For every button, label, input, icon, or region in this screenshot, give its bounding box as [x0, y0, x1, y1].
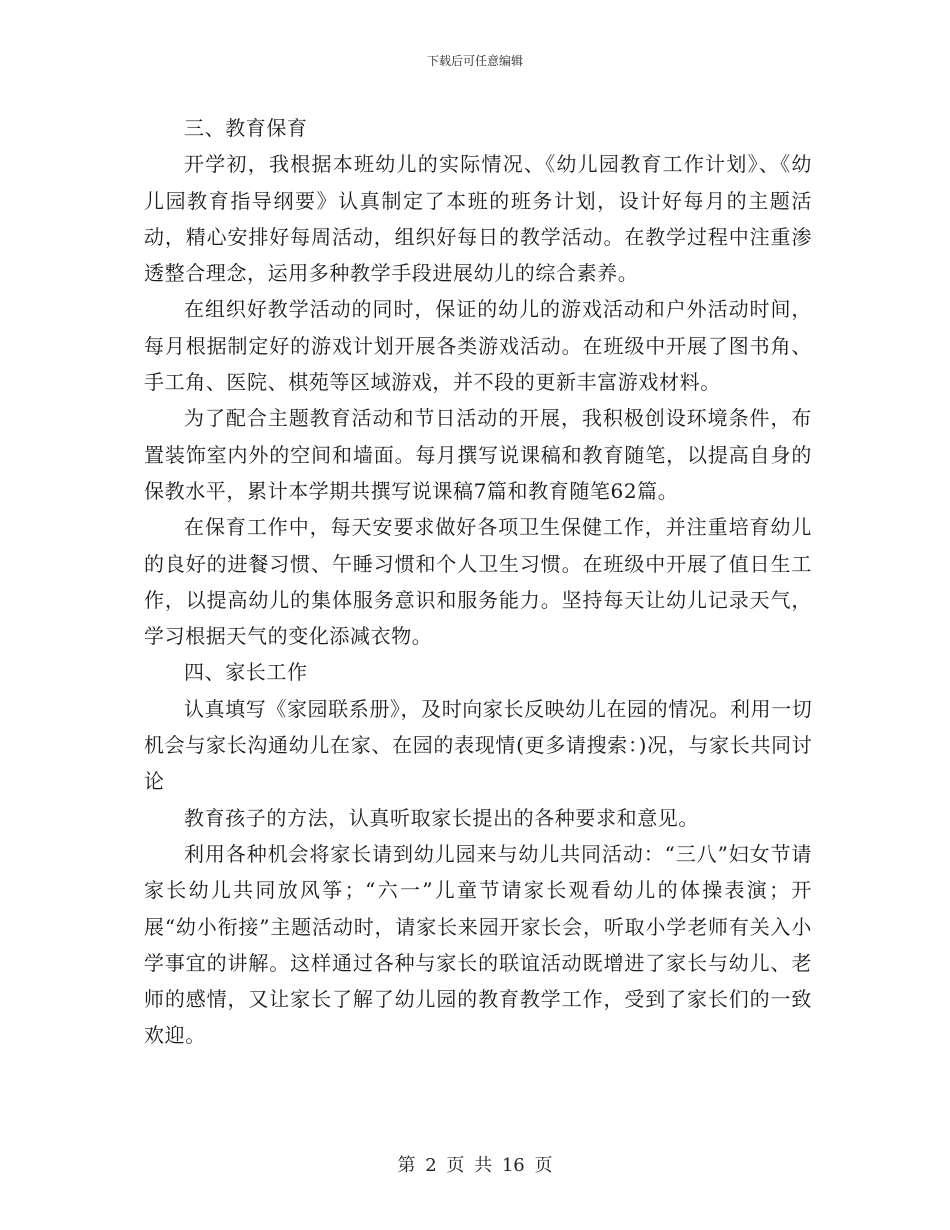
page-number-footer: 第 2 页 共 16 页 [397, 1155, 553, 1176]
page-header-note: 下载后可任意编辑 [426, 54, 523, 68]
paragraph-education-plan: 开学初，我根据本班幼儿的实际情况、《幼儿园教育工作计划》、《幼儿园教育指导纲要》认真制定了本班的班务计划，设计好每月的主题活动，精心安排好每周活动，组织好每日的教学活动。在教学过程中注重渗透整合理念，运用多种教学手段进展幼儿的综合素养。 [144, 152, 812, 286]
paragraph-contact-book: 认真填写《家园联系册》，及时向家长反映幼儿在园的情况。利用一切机会与家长沟通幼儿在家、在园的表现情(更多请搜索：)况，与家长共同讨论 [144, 696, 812, 794]
section-heading-parents: 四、家长工作 [184, 660, 308, 685]
paragraph-care: 在保育工作中，每天安要求做好各项卫生保健工作，并注重培育幼儿的良好的进餐习惯、午睡习惯和个人卫生习惯。在班级中开展了值日生工作，以提高幼儿的集体服务意识和服务能力。坚持每天让幼儿记录天气，学习根据天气的变化添减衣物。 [144, 515, 812, 649]
paragraph-games: 在组织好教学活动的同时，保证的幼儿的游戏活动和户外活动时间，每月根据制定好的游戏计划开展各类游戏活动。在班级中开展了图书角、手工角、医院、棋苑等区域游戏，并不段的更新丰富游戏材料。 [144, 297, 812, 395]
paragraph-methods: 教育孩子的方法，认真听取家长提出的各种要求和意见。 [184, 805, 699, 830]
section-heading-education: 三、教育保育 [184, 116, 308, 140]
paragraph-activities: 利用各种机会将家长请到幼儿园来与幼儿共同活动：“三八”妇女节请家长幼儿共同放风筝；“六一”儿童节请家长观看幼儿的体操表演；开展“幼小衔接”主题活动时，请家长来园开家长会，听取小学老师有关入小学事宜的讲解。这样通过各种与家长的联谊活动既增进了家长与幼儿、老师的感情，又让家长了解了幼儿园的教育教学工作，受到了家长们的一致欢迎。 [144, 841, 812, 1048]
document-body [144, 110, 812, 1054]
paragraph-environment: 为了配合主题教育活动和节日活动的开展，我积极创设环境条件，布置装饰室内外的空间和墙面。每月撰写说课稿和教育随笔，以提高自身的保教水平，累计本学期共撰写说课稿7篇和教育随笔62篇。 [144, 406, 812, 503]
